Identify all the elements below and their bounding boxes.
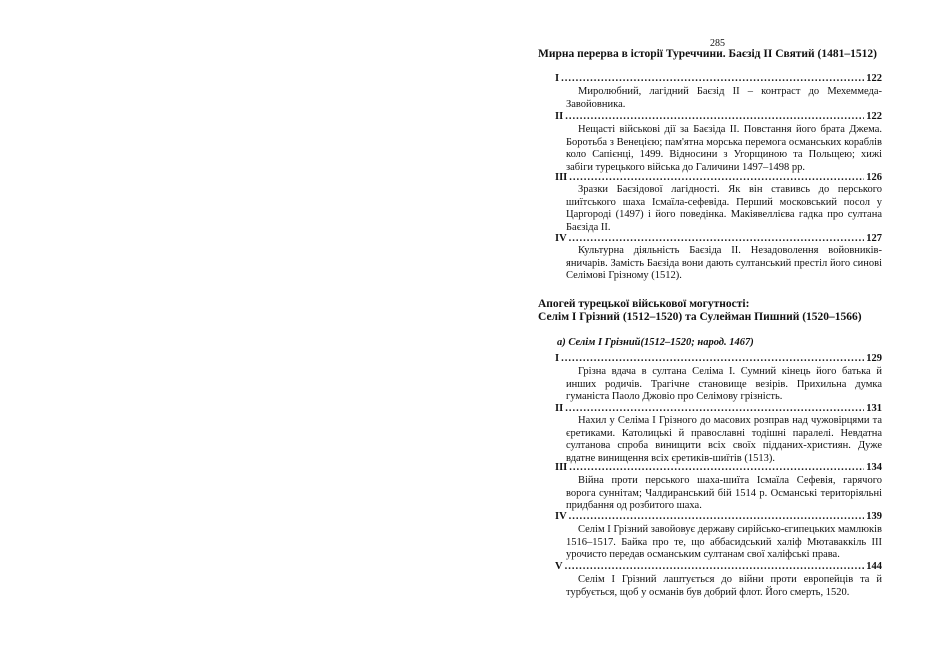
dot-leader (569, 172, 864, 183)
chapter-number: II (555, 111, 564, 122)
dot-leader (561, 353, 864, 364)
chapter-summary: Війна проти перського шаха-шиїта Ісмаїла Сефевія, гарячого ворога суннітам; Чалдиранський бій 1514 р. Османські територіяльні придбання од розбитого шаха. (566, 475, 882, 512)
chapter-summary: Грізна вдача в султана Селіма I. Сумний кінець його батька й инших родичів. Трагічне становище везірів. Прихильна думка гуманіста Паоло Джовіо про Селімову грізність. (566, 366, 882, 403)
book-page (530, 0, 885, 659)
section-title: Мирна перерва в історії Туреччини. Баєзід II Святий (1481–1512) (538, 48, 877, 60)
chapter-summary: Селім I Грізний завойовує державу сирійсько-єгипецьких мамлюків 1516–1517. Байка про те, що аббасидський халіф Мютаваккіль III урочисто передав османським султанам свої халіфські права. (566, 524, 882, 561)
page-reference: 129 (866, 353, 882, 364)
dot-leader (565, 403, 864, 414)
dot-leader (565, 111, 864, 122)
chapter-summary: Нещасті військові дії за Баєзіда II. Повстання його брата Джема. Боротьба з Венецією; пам'ятна морська перемога османських кораблів коло Сапієнці, 1499. Відносини з Угорщиною та Польщею; хижі забіги турецького війська до Галичини 1497–1498 рр. (566, 124, 882, 173)
page-reference: 134 (866, 462, 882, 473)
toc-entry-heading[interactable] (555, 172, 882, 184)
chapter-number: I (555, 73, 560, 84)
toc-entry-heading[interactable] (555, 111, 882, 123)
dot-leader (569, 511, 865, 522)
section-title-line-2: Селім I Грізний (1512–1520) та Сулейман Пишний (1520–1566) (538, 311, 862, 323)
toc-entry-heading[interactable] (555, 73, 882, 85)
dot-leader (569, 462, 864, 473)
toc-entry-heading[interactable] (555, 511, 882, 523)
page-reference: 144 (866, 561, 882, 572)
chapter-summary: Зразки Баєзідової лагідності. Як він ставивсь до перського шиїтського шаха Ісмаїла-сефевіда. Перший московський посол у Царгороді (1497) і його поведінка. Макіявеллієва гадка про султана Баєзіда II. (566, 184, 882, 233)
chapter-number: II (555, 403, 564, 414)
page-number: 285 (710, 38, 725, 49)
chapter-summary: Нахил у Селіма I Грізного до масових розправ над чужовірцями та єретиками. Католицькі й православні тодішні паралелі. Невдатна султанова спроба винищити всіх своїх підданих-християн. Дуже вдатне винищення всіх єретиків-шиїтів (1513). (566, 415, 882, 464)
chapter-summary: Миролюбний, лагідний Баєзід II – контраст до Мехеммеда-Завойовника. (566, 86, 882, 110)
chapter-summary: Культурна діяльність Баєзіда II. Незадоволення войовників-яничарів. Замість Баєзіда вони дають султанський престіл його синові Селімові Грізному (1512). (566, 245, 882, 282)
chapter-number: IV (555, 233, 567, 244)
toc-entry-heading[interactable] (555, 233, 882, 245)
toc-entry-heading[interactable] (555, 561, 882, 573)
toc-entry-heading[interactable] (555, 403, 882, 415)
toc-entry-heading[interactable] (555, 353, 882, 365)
page-reference: 122 (866, 73, 882, 84)
chapter-number: V (555, 561, 563, 572)
section-title-line-1: Апогей турецької військової могутності: (538, 298, 750, 310)
chapter-number: III (555, 172, 568, 183)
dot-leader (565, 561, 865, 572)
chapter-number: I (555, 353, 560, 364)
dot-leader (569, 233, 865, 244)
page-reference: 131 (866, 403, 882, 414)
dot-leader (561, 73, 864, 84)
subsection-title: а) Селім I Грізний(1512–1520; народ. 1467) (557, 337, 754, 348)
chapter-number: III (555, 462, 568, 473)
page-reference: 127 (866, 233, 882, 244)
chapter-number: IV (555, 511, 567, 522)
page-reference: 122 (866, 111, 882, 122)
chapter-summary: Селім I Грізний лаштується до війни проти европейців та й турбується, щоб у османів був добрий флот. Його смерть, 1520. (566, 574, 882, 598)
page-reference: 126 (866, 172, 882, 183)
page-reference: 139 (866, 511, 882, 522)
toc-entry-heading[interactable] (555, 462, 882, 474)
